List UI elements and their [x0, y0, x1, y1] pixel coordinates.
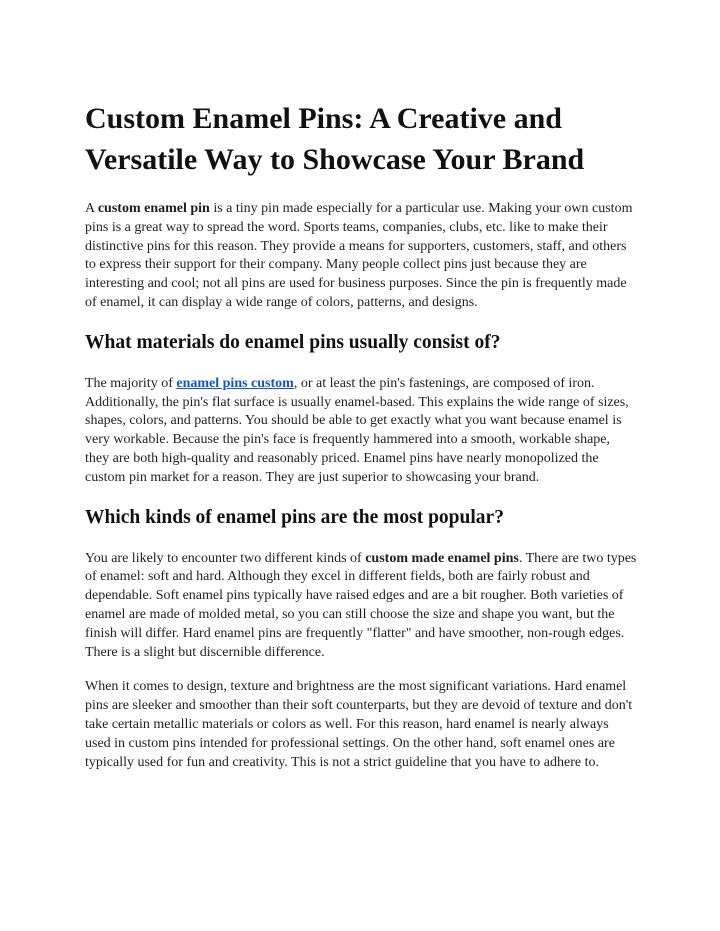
materials-text-rest: , or at least the pin's fastenings, are composed of iron. Additionally, the pin's flat surface is usually enamel-based. This explains the wide range of sizes, shapes, colors, and patterns. You should be able to get exactly what you want because enamel is very workable. Because the pin's face is frequently hammered into a smooth, workable shape, they are both high-quality and reasonably priced. Enamel pins have nearly monopolized the custom pin market for a reason. They are just superior to showcasing your brand.	[85, 375, 629, 485]
popular-kinds-heading: Which kinds of enamel pins are the most popular?	[85, 506, 504, 528]
popular-kinds-paragraph-2: When it comes to design, texture and brightness are the most significant variations. Hard enamel pins are sleeker and smoother than their soft counterparts, but they are devoid of texture and don't take certain metallic materials or colors as well. For this reason, hard enamel is nearly always used in custom pins intended for professional settings. On the other hand, soft enamel ones are typically used for fun and creativity. This is not a strict guideline that you have to adhere to.	[85, 679, 633, 770]
intro-text-rest: is a tiny pin made especially for a particular use. Making your own custom pins is a great way to spread the word. Sports teams, companies, clubs, etc. like to make their distinctive pins for this reason. They provide a means for supporters, customers, staff, and others to express their support for their company. Many people collect pins just because they are interesting and cool; not all pins are used for business purposes. Since the pin is frequently made of enamel, it can display a wide range of colors, patterns, and designs.	[85, 201, 633, 310]
popular-keyword: custom made enamel pins	[365, 550, 519, 566]
article-title: Custom Enamel Pins: A Creative and Versatile Way to Showcase Your Brand	[85, 102, 585, 176]
document-page	[85, 98, 637, 772]
popular-text-rest: . There are two types of enamel: soft and hard. Although they excel in different fields, both are fairly robust and dependable. Soft enamel pins typically have raised edges and are a bit rougher. Both varieties of enamel are made of molded metal, so you can still choose the size and shape you want, but the finish will differ. Hard enamel pins are frequently "flatter" and have smoother, non-rough edges. There is a slight but discernible difference.	[85, 550, 637, 660]
enamel-pins-custom-link[interactable]: enamel pins custom	[176, 375, 294, 391]
popular-text-start: You are likely to encounter two different kinds of	[85, 550, 366, 566]
materials-text-start: The majority of	[85, 375, 177, 391]
materials-heading: What materials do enamel pins usually consist of?	[85, 331, 501, 353]
intro-paragraph	[85, 200, 637, 313]
popular-kinds-paragraph-1	[85, 550, 637, 663]
materials-paragraph	[85, 375, 637, 488]
intro-keyword: custom enamel pin	[97, 201, 210, 216]
intro-text-start: A	[85, 201, 98, 216]
